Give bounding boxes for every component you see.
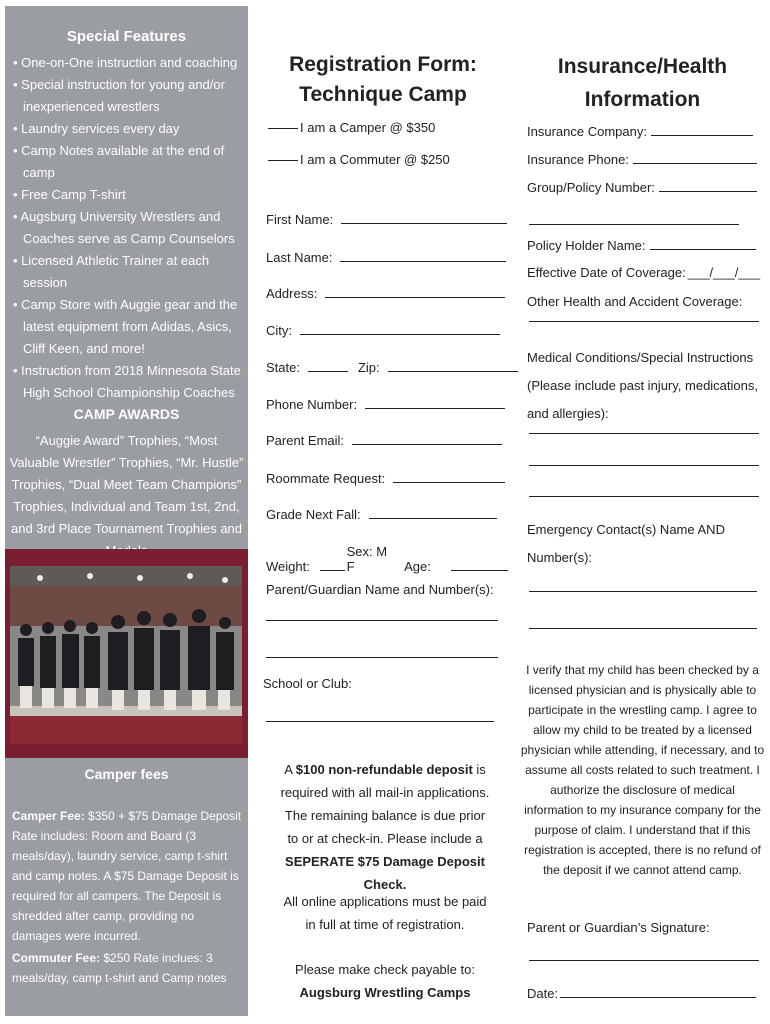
other-coverage-label: Other Health and Accident Coverage:: [527, 294, 743, 309]
feature-item: • Camp Notes available at the end of camp: [13, 140, 243, 184]
phone-field[interactable]: [266, 397, 505, 412]
last-name-field[interactable]: [266, 250, 506, 265]
medical-line-1[interactable]: [529, 433, 759, 434]
school-field[interactable]: [263, 676, 352, 691]
insurance-title-line1: Insurance/Health: [557, 55, 728, 78]
group-number-label: Group/Policy Number:: [527, 180, 655, 195]
roommate-label: Roommate Request:: [266, 471, 386, 486]
option-camper[interactable]: [268, 120, 435, 135]
feature-item: • Augsburg University Wrestlers and Coaches serve as Camp Counselors: [13, 206, 243, 250]
signature-label: Parent or Guardian’s Signature:: [527, 920, 710, 935]
city-field[interactable]: [266, 323, 500, 338]
state-label: State:: [266, 360, 300, 375]
payable-label: Please make check payable to:: [295, 962, 475, 977]
policy-holder-label: Policy Holder Name:: [527, 238, 646, 253]
registration-title-line2: Technique Camp: [299, 83, 467, 106]
phone-label: Phone Number:: [266, 397, 358, 412]
medical-line-3[interactable]: [529, 496, 759, 497]
state-zip-field[interactable]: [266, 360, 518, 375]
guardian-field[interactable]: [266, 582, 494, 597]
emergency-line-2[interactable]: [529, 628, 757, 629]
sex-label: Sex: M F: [346, 544, 388, 574]
feature-item: • Free Camp T-shirt: [13, 184, 243, 206]
left-panel: [5, 6, 248, 1016]
weight-label: Weight:: [266, 559, 310, 574]
other-coverage-field[interactable]: [527, 294, 742, 309]
effective-date-blanks: ___/___/___: [687, 265, 761, 280]
commuter-fee: [12, 948, 244, 988]
signature-line[interactable]: [529, 960, 759, 961]
feature-item: • Camp Store with Auggie gear and the latest equipment from Adidas, Asics, Cliff Keen, and more!: [13, 294, 243, 360]
emergency-label: Emergency Contact(s) Name AND Number(s):: [527, 522, 725, 565]
deposit-bold: $100 non-refundable deposit: [295, 762, 473, 777]
insurance-company-field[interactable]: [527, 124, 753, 139]
option-camper-label: I am a Camper @ $350: [300, 120, 436, 135]
wrestlers-photo: [10, 566, 242, 744]
insurance-company-label: Insurance Company:: [527, 124, 647, 139]
city-label: City:: [266, 323, 292, 338]
policy-holder-field[interactable]: [527, 238, 756, 253]
features-title: Special Features: [66, 28, 187, 45]
address-label: Address:: [266, 286, 318, 301]
registration-title-line1: Registration Form:: [289, 53, 477, 76]
online-note: All online applications must be paid in full at time of registration.: [283, 894, 487, 932]
medical-line-2[interactable]: [529, 465, 759, 466]
roommate-field[interactable]: [266, 471, 505, 486]
feature-item: • Licensed Athletic Trainer at each session: [13, 250, 243, 294]
grade-label: Grade Next Fall:: [266, 507, 361, 522]
commuter-fee-label: Commuter Fee:: [12, 951, 101, 965]
awards-title: CAMP AWARDS: [73, 406, 180, 422]
other-coverage-line[interactable]: [529, 321, 759, 322]
payable-note: [278, 958, 492, 1004]
guardian-line-1[interactable]: [266, 620, 498, 621]
deposit-post: is required with all mail-in applications. The remaining balance is due prior to or at check-in. Please include a: [280, 762, 490, 846]
insurance-phone-label: Insurance Phone:: [527, 152, 629, 167]
features-list: [13, 52, 243, 404]
age-label: Age:: [404, 559, 431, 574]
guardian-label: Parent/Guardian Name and Number(s):: [266, 582, 494, 597]
insurance-title-line2: Information: [584, 88, 701, 111]
address-field[interactable]: [266, 286, 505, 301]
date-field[interactable]: [527, 986, 756, 1001]
feature-item: • Special instruction for young and/or inexperienced wrestlers: [13, 74, 243, 118]
school-label: School or Club:: [263, 676, 352, 691]
date-label: Date:: [527, 986, 559, 1001]
insurance-phone-field[interactable]: [527, 152, 757, 167]
parent-email-label: Parent Email:: [266, 433, 345, 448]
signature-field[interactable]: [527, 920, 710, 935]
guardian-line-2[interactable]: [266, 657, 498, 658]
insurance-title: [520, 50, 765, 116]
group-number-field[interactable]: [527, 180, 757, 195]
effective-date-label: Effective Date of Coverage:: [527, 265, 686, 280]
weight-sex-age-field[interactable]: [266, 544, 508, 574]
camper-fee-label: Camper Fee:: [12, 809, 85, 823]
group-number-line[interactable]: [529, 224, 739, 225]
effective-date-field[interactable]: [527, 265, 760, 280]
deposit-bold2: SEPERATE $75 Damage Deposit Check.: [285, 854, 485, 892]
fees-title: Camper fees: [84, 766, 169, 782]
first-name-field[interactable]: [266, 212, 507, 227]
zip-label: Zip:: [357, 360, 380, 375]
deposit-note: [278, 758, 492, 896]
awards-text: “Auggie Award” Trophies, “Most Valuable Wrestler” Trophies, “Mr. Hustle” Trophies, “Dual Meet Team Champions” Trophies, Individual and Team 1st, 2nd, and 3rd Place Tournament Trophies and: [9, 433, 244, 536]
medical-label: Medical Conditions/Special Instructions (Please include past injury, medications, and allergies):: [527, 350, 758, 421]
registration-title: [258, 50, 508, 110]
school-line[interactable]: [266, 721, 494, 722]
camper-fee-text: $350 + $75 Damage Deposit Rate includes: Room and Board (3 meals/day), laundry service, camp t-shirt and camp notes. A $75 Damage Deposit is required for all campers. The Deposit is shredded after camp, providing no damages were incurred.: [12, 809, 242, 943]
first-name-label: First Name:: [266, 212, 334, 227]
feature-item: • Laundry services every day: [13, 118, 243, 140]
commuter-fee-text: $250 Rate inclues: 3 meals/day, camp t-shirt and Camp notes: [12, 951, 227, 985]
camper-fee: [12, 806, 244, 946]
option-commuter-label: I am a Commuter @ $250: [300, 152, 450, 167]
deposit-pre: A: [284, 762, 296, 777]
grade-field[interactable]: [266, 507, 497, 522]
emergency-line-1[interactable]: [529, 591, 757, 592]
payable-to: Augsburg Wrestling Camps: [299, 985, 471, 1000]
parent-email-field[interactable]: [266, 433, 502, 448]
feature-item: • Instruction from 2018 Minnesota State High School Championship Coaches: [13, 360, 243, 404]
option-commuter[interactable]: [268, 152, 450, 167]
feature-item: • One-on-One instruction and coaching: [13, 52, 243, 74]
last-name-label: Last Name:: [266, 250, 333, 265]
verification-statement: I verify that my child has been checked by a licensed physician and is physically able to participate in the wrestling camp. I agree to allow my child to be treated by a licensed physician while attending, if necessary, and to assume all costs related to such treatment. I authorize the disclosure of medical information to my insurance company for the purpose of claim. I understand that if this registration is accepted, there is no refund of the deposit if we cannot attend camp.: [520, 663, 765, 877]
photo-band: [5, 549, 248, 758]
